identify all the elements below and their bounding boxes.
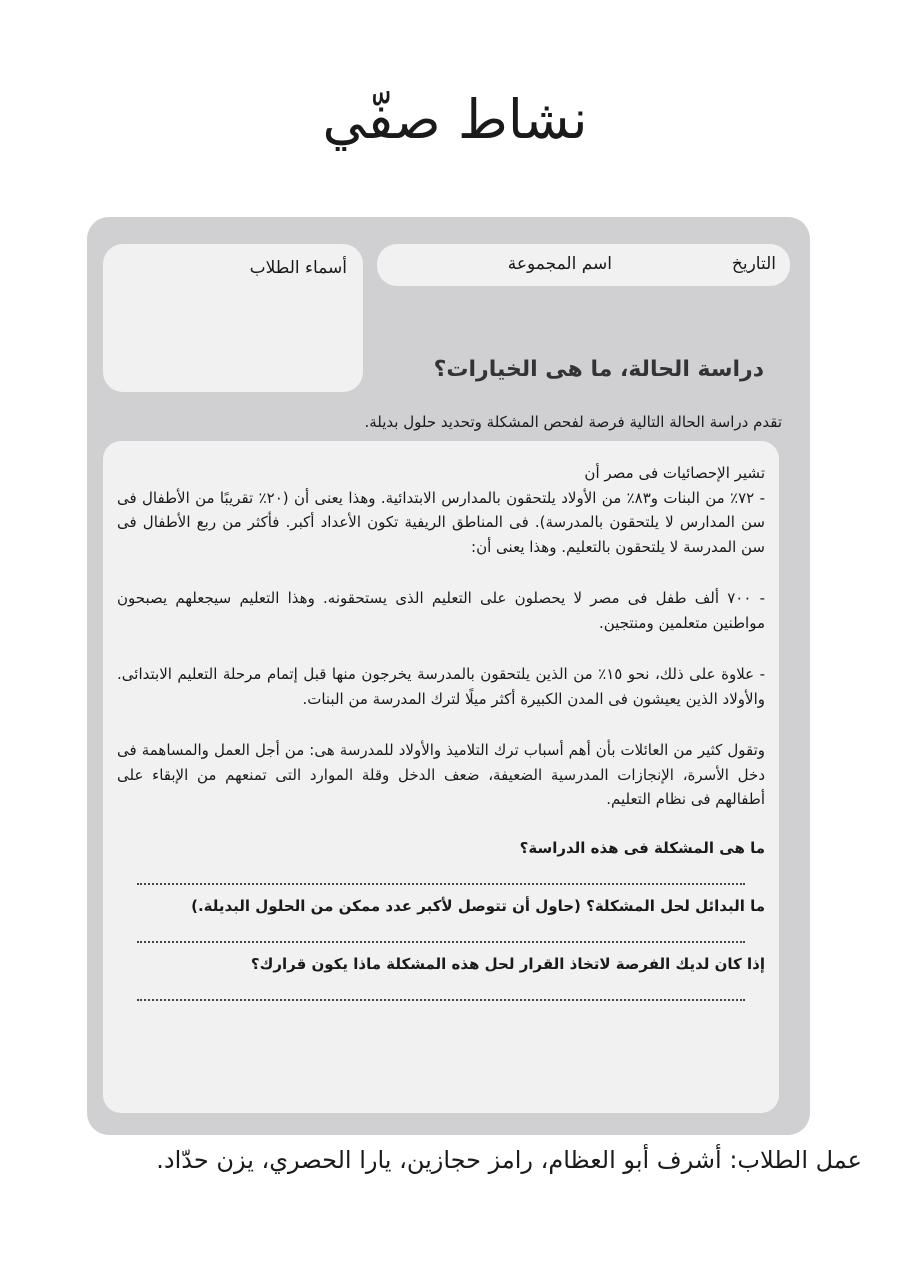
case-study-content: [103, 441, 779, 1113]
question-block-3: [117, 955, 765, 1001]
answer-line-2[interactable]: [137, 915, 745, 943]
student-credits: عمل الطلاب: أشرف أبو العظام، رامز حجازين، يارا الحصري، يزن حدّاد.: [156, 1146, 862, 1174]
group-name-label: اسم المجموعة: [507, 254, 612, 274]
answer-line-1[interactable]: [137, 857, 745, 885]
question-3: إذا كان لديك الفرصة لاتخاذ القرار لحل هذه المشكلة ماذا يكون قرارك؟: [250, 954, 765, 973]
case-study-title: دراسة الحالة، ما هى الخيارات؟: [433, 357, 764, 382]
info-bar: [377, 244, 790, 286]
paragraph-2: - ٧٠٠ ألف طفل فى مصر لا يحصلون على التعليم الذى يستحقونه. وهذا التعليم سيجعلهم يصبحون مواطنين متعلمين ومنتجين.: [117, 589, 765, 632]
paragraph-4: وتقول كثير من العائلات بأن أهم أسباب ترك التلاميذ والأولاد للمدرسة هى: من أجل العمل والمساهمة فى دخل الأسرة، الإنجازات المدرسية الضعيفة، ضعف الدخل وقلة الموارد التى تمنعهم من الإبقاء على أطفالهم فى نظام التعليم.: [117, 741, 765, 808]
student-names-label: أسماء الطلاب: [249, 258, 347, 278]
statistics-lead: تشير الإحصائيات فى مصر أن: [584, 464, 765, 482]
question-block-1: [117, 839, 765, 885]
question-1: ما هى المشكلة فى هذه الدراسة؟: [519, 838, 765, 857]
worksheet-frame: [87, 217, 810, 1135]
answer-line-3[interactable]: [137, 973, 745, 1001]
paragraph-3: - علاوة على ذلك، نحو ١٥٪ من الذين يلتحقون بالمدرسة يخرجون منها قبل إتمام مرحلة التعليم الابتدائى. والأولاد الذين يعيشون فى المدن الكبيرة أكثر ميلًا لترك المدرسة من البنات.: [117, 665, 765, 708]
page-title: نشاط صفّي: [322, 88, 588, 151]
question-2: ما البدائل لحل المشكلة؟ (حاول أن تتوصل لأكبر عدد ممكن من الحلول البديلة.): [191, 896, 765, 915]
paragraph-1: - ٧٢٪ من البنات و٨٣٪ من الأولاد يلتحقون بالمدارس الابتدائية. وهذا يعنى أن (٢٠٪ تقريبًا من الأطفال فى سن المدارس لا يلتحقون بالمدرسة). فى المناطق الريفية تكون الأعداد أكبر. فأكثر من ربع الأطفال فى سن المدرسة لا يلتحقون بالتعليم. وهذا يعنى أن:: [117, 488, 765, 556]
question-block-2: [117, 897, 765, 943]
intro-text: تقدم دراسة الحالة التالية فرصة لفحص المشكلة وتحديد حلول بديلة.: [364, 413, 782, 431]
student-names-box: [103, 244, 363, 392]
date-label: التاريخ: [731, 254, 776, 274]
